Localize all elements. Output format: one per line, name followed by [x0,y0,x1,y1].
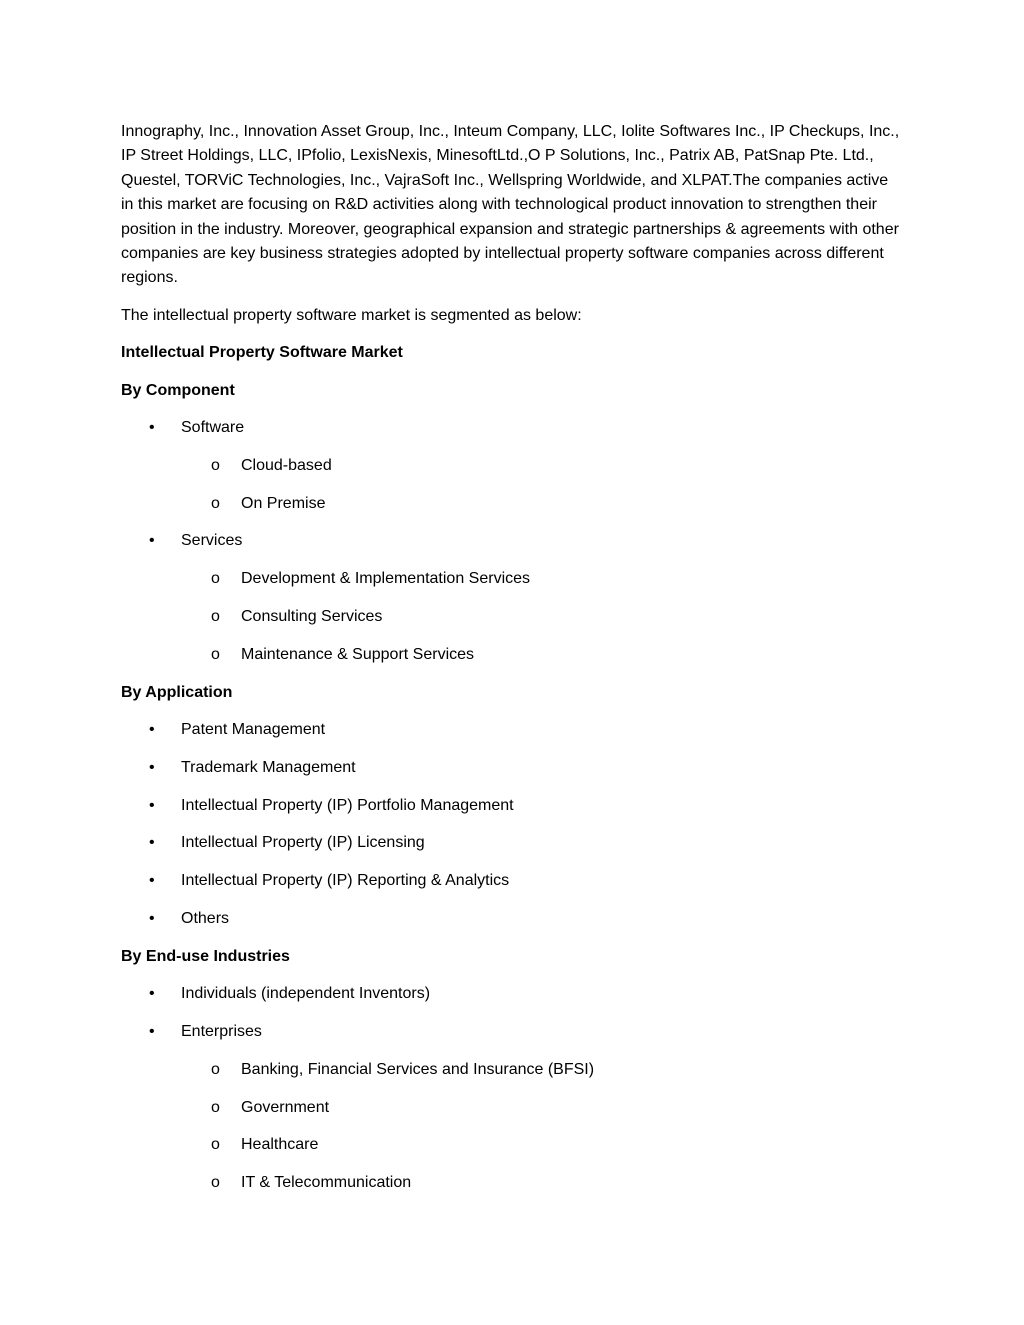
sub-list-item [121,492,901,516]
bullet-icon: • [149,796,155,814]
list-item [121,756,901,780]
bullet-icon: • [149,419,155,437]
sub-list-item [121,1058,901,1082]
list-item-label: Patent Management [181,721,326,739]
sub-list-item-label: IT & Telecommunication [241,1174,412,1192]
bullet-icon: • [149,758,155,776]
sub-bullet-icon: o [211,1060,220,1078]
section-heading-end-use: By End-use Industries [121,947,290,965]
sub-list-item-label: Government [241,1098,330,1116]
list-item-label: Intellectual Property (IP) Licensing [181,834,425,852]
market-title: Intellectual Property Software Market [121,344,403,362]
sub-bullet-icon: o [211,608,220,626]
segment-intro: The intellectual property software market is segmented as below: [121,306,582,324]
list-item-software [121,416,901,440]
list-item-enterprises [121,1020,901,1044]
sub-bullet-icon: o [211,645,220,663]
list-item-label: Intellectual Property (IP) Portfolio Management [181,796,514,814]
bullet-icon: • [149,721,155,739]
sub-bullet-icon: o [211,456,220,474]
sub-bullet-icon: o [211,494,220,512]
sub-list-item-label: Healthcare [241,1136,319,1154]
sub-list-item-label: Cloud-based [241,456,332,474]
list-item-label: Others [181,910,230,928]
sub-bullet-icon: o [211,570,220,588]
list-item [121,794,901,818]
list-item-individuals [121,982,901,1006]
section-heading-application: By Application [121,683,233,701]
sub-bullet-icon: o [211,1136,220,1154]
list-item-label: Software [181,419,245,437]
bullet-icon: • [149,1023,155,1041]
sub-list-item [121,605,901,629]
sub-bullet-icon: o [211,1174,220,1192]
list-item [121,831,901,855]
list-item-label: Trademark Management [181,758,356,776]
document-body [121,120,901,1209]
list-item [121,907,901,931]
sub-list-item [121,643,901,667]
bullet-icon: • [149,985,155,1003]
list-item [121,869,901,893]
list-item-label: Individuals (independent Inventors) [181,985,431,1003]
sub-list-item-label: Banking, Financial Services and Insurance (BFSI) [241,1060,595,1078]
bullet-icon: • [149,910,155,928]
list-item-services [121,529,901,553]
list-item [121,718,901,742]
sub-list-item [121,454,901,478]
list-item-label: Services [181,532,243,550]
list-item-label: Intellectual Property (IP) Reporting & Analytics [181,872,510,890]
section-heading-component: By Component [121,381,235,399]
list-item-label: Enterprises [181,1023,262,1041]
sub-list-item-label: Development & Implementation Services [241,570,531,588]
sub-list-item [121,1171,901,1195]
sub-list-item-label: Consulting Services [241,608,383,626]
sub-list-item [121,1096,901,1120]
sub-list-item-label: On Premise [241,494,326,512]
sub-list-item [121,1133,901,1157]
sub-bullet-icon: o [211,1098,220,1116]
intro-paragraph: Innography, Inc., Innovation Asset Group, Inc., Inteum Company, LLC, Iolite Softwares Inc., IP Checkups, Inc., IP Street Holdings, LLC, IPfolio, LexisNexis, MinesoftLtd.,O P Solutions, Inc., Patrix AB, PatSnap Pte. Ltd., Questel, TORViC Technologies, Inc., VajraSoft Inc., Wellspring Worldwide, and XLPAT.The companies active in this market are focusing on R&D activities along with technological product innovation to strengthen their position in the industry. Moreover, geographical expansion and strategic partnerships & agreements with other companies are key business strategies adopted by intellectual property software companies across different regions. [121,123,900,287]
bullet-icon: • [149,872,155,890]
sub-list-item-label: Maintenance & Support Services [241,645,475,663]
bullet-icon: • [149,532,155,550]
sub-list-item [121,567,901,591]
bullet-icon: • [149,834,155,852]
